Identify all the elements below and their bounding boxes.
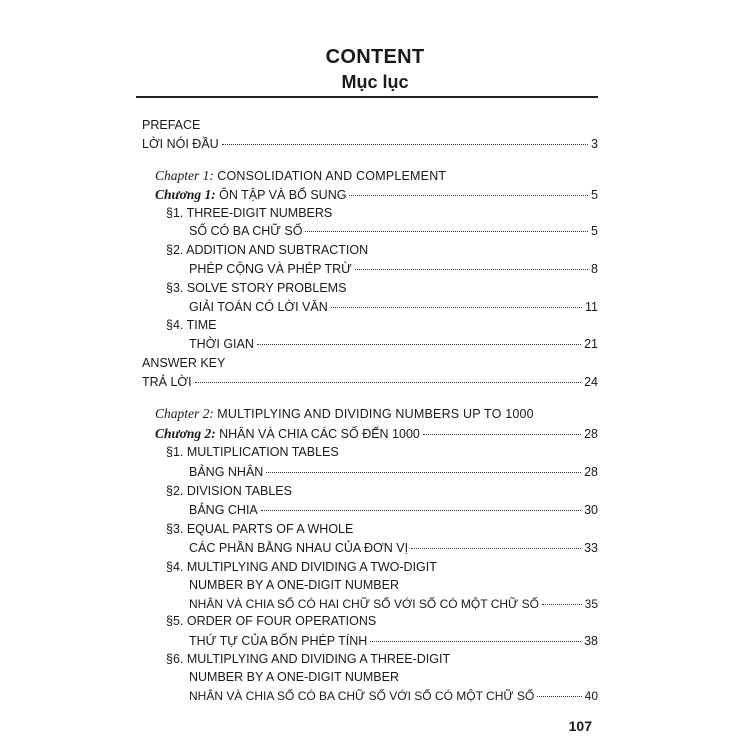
section-1-3-en: §3. SOLVE STORY PROBLEMS <box>166 281 347 295</box>
toc-page-number: 5 <box>591 188 598 202</box>
leader-dots <box>266 472 581 473</box>
toc-page-number: 40 <box>584 689 598 703</box>
leader-dots <box>257 344 581 345</box>
leader-dots <box>305 231 588 232</box>
chapter-2-en <box>155 406 534 422</box>
section-2-5-en: §5. ORDER OF FOUR OPERATIONS <box>166 614 377 628</box>
toc-entry-title: THỜI GIAN <box>189 337 254 351</box>
toc-page-number: 28 <box>584 465 598 479</box>
toc-page-number: 8 <box>591 262 598 276</box>
toc-page-number: 30 <box>584 503 598 517</box>
toc-entry-section-2-5[interactable] <box>189 634 598 652</box>
toc-page-number: 3 <box>591 137 598 151</box>
toc-entry-section-1-2[interactable] <box>189 262 598 280</box>
toc-page-number: 24 <box>584 375 598 389</box>
toc-entry-section-1-4[interactable] <box>189 337 598 355</box>
chapter-1-en-title: CONSOLIDATION AND COMPLEMENT <box>217 169 447 183</box>
page-subtitle: Mục lục <box>341 72 409 92</box>
title-divider <box>136 96 598 98</box>
leader-dots <box>222 144 588 145</box>
toc-entry-section-1-3[interactable] <box>189 300 598 318</box>
answer-key-en: ANSWER KEY <box>142 356 226 370</box>
toc-page-number: 33 <box>584 541 598 555</box>
section-1-2-en: §2. ADDITION AND SUBTRACTION <box>166 243 369 257</box>
toc-entry-title: CÁC PHẦN BẰNG NHAU CỦA ĐƠN VỊ <box>189 541 409 555</box>
chapter-2-vi-title: NHÂN VÀ CHIA CÁC SỐ ĐẾN 1000 <box>219 427 420 441</box>
section-1-4-en: §4. TIME <box>166 318 217 332</box>
chapter-1-vi-prefix: Chương 1: <box>155 187 216 202</box>
leader-dots <box>331 307 582 308</box>
toc-entry-section-2-1[interactable] <box>189 465 598 483</box>
page-title: CONTENT <box>325 46 425 68</box>
toc-entry-title: SỐ CÓ BA CHỮ SỐ <box>189 224 303 238</box>
chapter-2-en-prefix: Chapter 2: <box>155 406 214 421</box>
toc-entry-title: THỨ TỰ CỦA BỐN PHÉP TÍNH <box>189 634 368 648</box>
chapter-1-en <box>155 168 446 184</box>
leader-dots <box>195 382 581 383</box>
toc-entry-title: NHÂN VÀ CHIA SỐ CÓ HAI CHỮ SỐ VỚI SỐ CÓ MỘT CHỮ SỐ <box>189 597 539 611</box>
toc-page-number: 11 <box>585 300 598 314</box>
leader-dots <box>423 434 581 435</box>
toc-entry-section-2-2[interactable] <box>189 503 598 521</box>
toc-entry-preface[interactable] <box>142 137 598 155</box>
toc-entry-section-2-6[interactable] <box>189 689 598 707</box>
chapter-2-vi-prefix: Chương 2: <box>155 426 216 441</box>
toc-entry-title: NHÂN VÀ CHIA SỐ CÓ BA CHỮ SỐ VỚI SỐ CÓ MỘT CHỮ SỐ <box>189 689 535 703</box>
toc-entry-chapter-2[interactable] <box>155 426 598 444</box>
leader-dots <box>537 696 581 697</box>
toc-entry-title: LỜI NÓI ĐẦU <box>142 137 219 151</box>
toc-entry-section-1-1[interactable] <box>189 224 598 242</box>
toc-page-number: 38 <box>584 634 598 648</box>
section-2-1-en: §1. MULTIPLICATION TABLES <box>166 445 339 459</box>
toc-entry-title: TRẢ LỜI <box>142 375 192 389</box>
section-2-4-en: §4. MULTIPLYING AND DIVIDING A TWO-DIGIT <box>166 560 437 574</box>
leader-dots <box>542 604 582 605</box>
toc-page-number: 35 <box>584 597 598 611</box>
toc-entry-title: GIẢI TOÁN CÓ LỜI VĂN <box>189 300 328 314</box>
leader-dots <box>261 510 581 511</box>
toc-entry-section-2-4[interactable] <box>189 597 598 615</box>
toc-entry-title: BẢNG NHÂN <box>189 465 264 479</box>
chapter-1-vi-title: ÔN TẬP VÀ BỔ SUNG <box>219 188 347 202</box>
section-2-6-en: §6. MULTIPLYING AND DIVIDING A THREE-DIGIT <box>166 652 451 666</box>
section-1-1-en: §1. THREE-DIGIT NUMBERS <box>166 206 333 220</box>
section-2-4-en-cont: NUMBER BY A ONE-DIGIT NUMBER <box>189 578 399 592</box>
section-2-3-en: §3. EQUAL PARTS OF A WHOLE <box>166 522 354 536</box>
toc-entry-title: BẢNG CHIA <box>189 503 258 517</box>
leader-dots <box>349 195 588 196</box>
toc-entry-chapter-1[interactable] <box>155 187 598 205</box>
toc-entry-title: PHÉP CỘNG VÀ PHÉP TRỪ <box>189 262 352 276</box>
toc-page-number: 28 <box>584 427 598 441</box>
chapter-2-en-title: MULTIPLYING AND DIVIDING NUMBERS UP TO 1000 <box>217 407 534 421</box>
toc-entry-section-2-3[interactable] <box>189 541 598 559</box>
toc-page-number: 5 <box>591 224 598 238</box>
section-2-2-en: §2. DIVISION TABLES <box>166 484 292 498</box>
preface-en: PREFACE <box>142 118 201 132</box>
page-number: 107 <box>568 718 592 734</box>
leader-dots <box>411 548 581 549</box>
toc-page-number: 21 <box>584 337 598 351</box>
leader-dots <box>355 269 588 270</box>
toc-entry-answer-key[interactable] <box>142 375 598 393</box>
chapter-1-en-prefix: Chapter 1: <box>155 168 214 183</box>
section-2-6-en-cont: NUMBER BY A ONE-DIGIT NUMBER <box>189 670 399 684</box>
leader-dots <box>370 641 581 642</box>
